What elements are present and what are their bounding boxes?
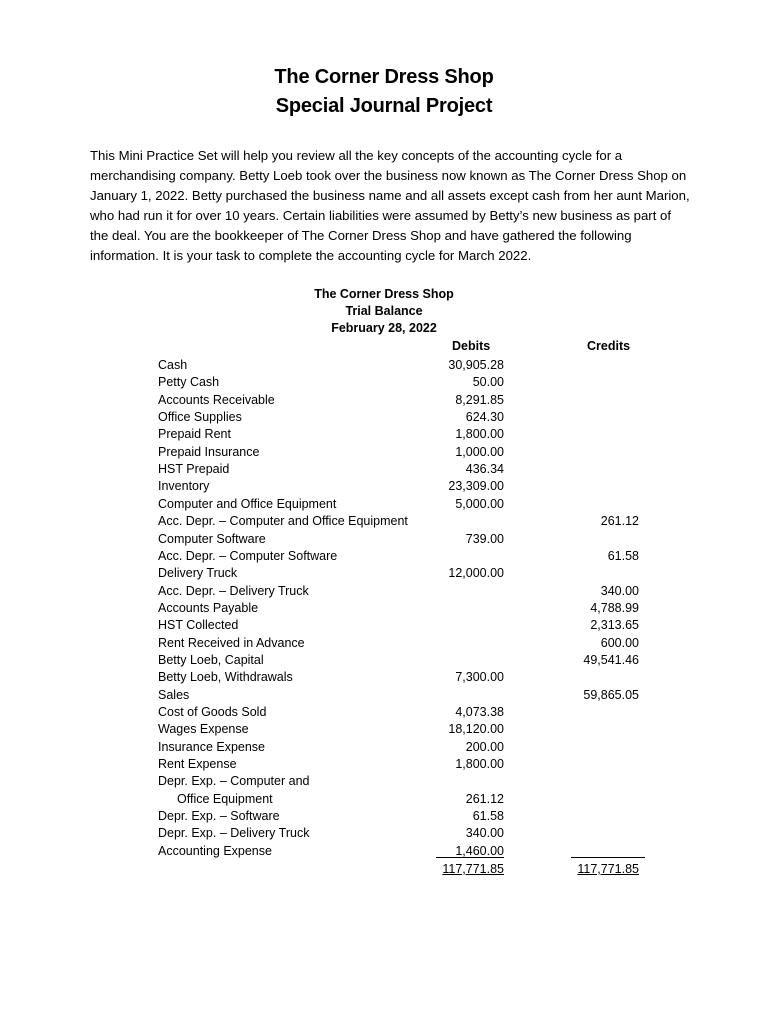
- debit-amount: 1,000.00: [455, 444, 504, 459]
- account-name: Rent Received in Advance: [158, 635, 305, 650]
- debit-amount: 1,460.00: [455, 843, 504, 858]
- account-name: Acc. Depr. – Computer Software: [158, 548, 338, 563]
- account-name: Petty Cash: [158, 375, 220, 390]
- table-row: [0, 374, 768, 391]
- document-title: The Corner Dress Shop: [274, 66, 494, 88]
- account-name: Accounts Payable: [158, 600, 259, 615]
- account-name: Depr. Exp. – Software: [158, 809, 280, 824]
- table-row: [0, 426, 768, 443]
- account-name: Acc. Depr. – Computer and Office Equipment: [158, 514, 408, 529]
- debit-amount: 18,120.00: [448, 722, 504, 737]
- debits-total-rule: [436, 857, 504, 858]
- table-row: [0, 531, 768, 548]
- debit-amount: 1,800.00: [455, 757, 504, 772]
- account-name: Prepaid Insurance: [158, 444, 260, 459]
- credit-amount: 4,788.99: [590, 600, 639, 615]
- table-row: [0, 513, 768, 530]
- table-row: [0, 843, 768, 860]
- table-row: [0, 635, 768, 652]
- debit-amount: 1,800.00: [455, 427, 504, 442]
- credit-amount: 2,313.65: [590, 618, 639, 633]
- account-name: Accounting Expense: [158, 843, 272, 858]
- account-name: Computer and Office Equipment: [158, 496, 337, 511]
- table-row: [0, 669, 768, 686]
- debit-amount: 5,000.00: [455, 496, 504, 511]
- table-row: [0, 496, 768, 513]
- table-row: [0, 444, 768, 461]
- table-row: [0, 721, 768, 738]
- table-row: [0, 357, 768, 374]
- debit-amount: 261.12: [465, 791, 504, 806]
- account-name: Sales: [158, 687, 190, 702]
- table-row: [0, 600, 768, 617]
- debit-amount: 7,300.00: [455, 670, 504, 685]
- table-row: [0, 461, 768, 478]
- account-name: Cost of Goods Sold: [158, 705, 267, 719]
- table-row: [0, 739, 768, 756]
- totals-row: [0, 861, 768, 878]
- table-row: [0, 756, 768, 773]
- debit-amount: 739.00: [465, 531, 504, 546]
- account-name: HST Prepaid: [158, 462, 230, 477]
- trial-balance-date: February 28, 2022: [331, 321, 437, 335]
- account-name: Cash: [158, 358, 188, 372]
- account-name: Office Equipment: [177, 791, 273, 806]
- account-name: Office Supplies: [158, 410, 242, 425]
- account-name: Computer Software: [158, 531, 266, 546]
- debit-amount: 436.34: [465, 462, 504, 477]
- table-row: [0, 565, 768, 582]
- table-row: [0, 478, 768, 495]
- account-name: Insurance Expense: [158, 739, 266, 754]
- debit-amount: 340.00: [465, 826, 504, 841]
- table-row: [0, 652, 768, 669]
- credit-amount: 61.58: [607, 548, 639, 563]
- trial-balance-company: The Corner Dress Shop: [314, 287, 454, 301]
- credit-amount: 600.00: [600, 635, 639, 650]
- table-row: [0, 409, 768, 426]
- table-row: [0, 808, 768, 825]
- account-name: Acc. Depr. – Delivery Truck: [158, 583, 309, 598]
- account-name: Wages Expense: [158, 722, 249, 737]
- debit-amount: 624.30: [465, 410, 504, 425]
- account-name: Betty Loeb, Capital: [158, 652, 264, 667]
- table-row: [0, 687, 768, 704]
- debit-amount: 61.58: [472, 809, 504, 824]
- table-row: [0, 704, 768, 721]
- debit-amount: 23,309.00: [448, 479, 504, 494]
- account-name: Accounts Receivable: [158, 392, 275, 407]
- account-name: Prepaid Rent: [158, 427, 231, 442]
- table-row: [0, 392, 768, 409]
- account-name: Inventory: [158, 479, 210, 494]
- account-name: HST Collected: [158, 618, 239, 633]
- account-name: Depr. Exp. – Delivery Truck: [158, 826, 310, 841]
- table-row: [0, 791, 768, 808]
- account-name: Betty Loeb, Withdrawals: [158, 670, 293, 685]
- intro-paragraph: This Mini Practice Set will help you review all the key concepts of the accounting cycle for a merchandising company. Betty Loeb took over the business now known as The Corner Dress Shop on January 1, 2022. Betty purchased the business name and all assets except cash from her aunt Marion, who had run it for over 10 years. Certain liabilities were assumed by Betty’s new business as part of the deal. You are the bookkeeper of The Corner Dress Shop and have gathered the following information. It is your task to complete the accounting cycle for March 2022.: [90, 148, 690, 263]
- table-row: [0, 548, 768, 565]
- total-debits: 117,771.85: [442, 862, 504, 876]
- debit-amount: 4,073.38: [455, 705, 504, 719]
- credit-amount: 340.00: [600, 583, 639, 598]
- document-subtitle: Special Journal Project: [275, 95, 493, 117]
- account-name: Delivery Truck: [158, 566, 238, 581]
- table-row: [0, 825, 768, 842]
- credits-column-header: Credits: [587, 339, 631, 353]
- account-name: Depr. Exp. – Computer and: [158, 774, 310, 789]
- trial-balance-title: Trial Balance: [345, 304, 423, 318]
- credit-amount: 261.12: [600, 514, 639, 529]
- total-credits: 117,771.85: [577, 862, 639, 876]
- table-row: [0, 583, 768, 600]
- table-row: [0, 773, 768, 790]
- credit-amount: 49,541.46: [583, 652, 639, 667]
- credits-total-rule: [571, 857, 645, 858]
- account-name: Rent Expense: [158, 757, 237, 772]
- credit-amount: 59,865.05: [583, 687, 639, 702]
- debit-amount: 8,291.85: [455, 392, 504, 407]
- table-row: [0, 617, 768, 634]
- debit-amount: 200.00: [465, 739, 504, 754]
- debit-amount: 30,905.28: [448, 358, 504, 372]
- debit-amount: 12,000.00: [448, 566, 504, 581]
- debits-column-header: Debits: [452, 339, 491, 353]
- debit-amount: 50.00: [472, 375, 504, 390]
